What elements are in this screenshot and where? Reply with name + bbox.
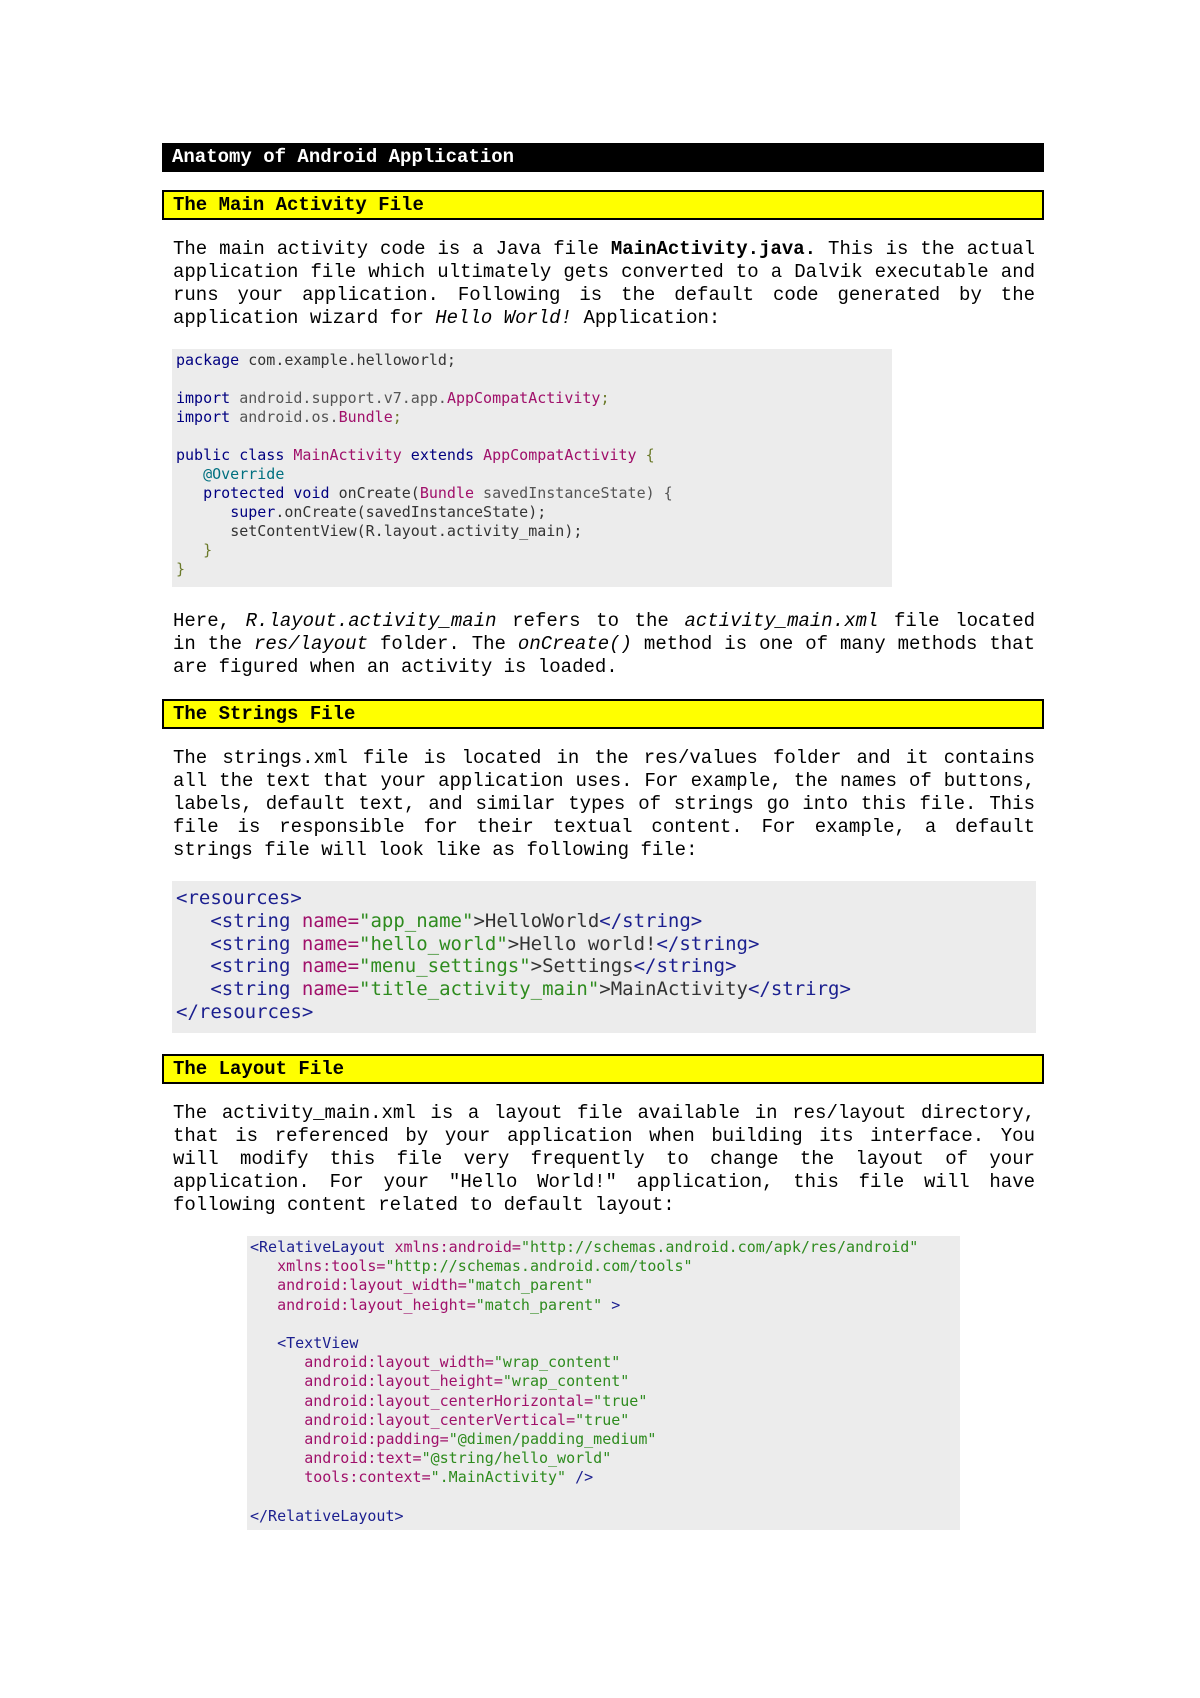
code-text: .onCreate(savedInstanceState); <box>275 503 547 521</box>
xml-text: >Hello world! <box>507 932 657 955</box>
layout-intro: The activity_main.xml is a layout file available in res/layout directory, that is referenced by your application when building its interface. You will modify this file very frequently to change the layout of your application. For your "Hello World!" application, this file will have following content related to default layout: <box>173 1102 1035 1216</box>
code-punct: } <box>176 560 186 578</box>
outro-code-ref: res/layout <box>253 633 368 655</box>
xml-tag: <string <box>210 932 302 955</box>
code-punct: } <box>203 541 213 559</box>
intro-text: This is the actual application file which ultimately gets converted to a Dalvik executable and runs your application. Following is the default code generated by the application wizard for <box>173 238 1035 329</box>
code-line <box>250 1392 960 1411</box>
document-page <box>162 143 1044 1530</box>
xml-attr: android:layout_centerHorizontal= <box>304 1391 594 1410</box>
xml-tag: /> <box>566 1468 594 1487</box>
xml-tag: <TextView <box>277 1333 359 1352</box>
code-line <box>250 1411 960 1430</box>
code-line <box>176 933 1036 956</box>
xml-attr: android:layout_width= <box>304 1353 494 1372</box>
code-text: com.example.helloworld; <box>239 351 456 369</box>
intro-text: Application: <box>572 307 721 329</box>
code-line <box>176 351 892 370</box>
intro-filename: MainActivity.java. <box>610 238 817 260</box>
code-line <box>250 1468 960 1487</box>
intro-app-name: Hello World! <box>435 307 573 329</box>
xml-attr: android:layout_height= <box>304 1372 503 1391</box>
xml-tag: <string <box>210 955 302 978</box>
xml-attr: android:text= <box>304 1449 422 1468</box>
xml-tag: <string <box>210 909 302 932</box>
xml-attr: tools:context= <box>304 1468 431 1487</box>
code-punct: ; <box>392 408 402 426</box>
xml-text: >Settings <box>530 955 634 978</box>
code-keyword: protected void <box>203 484 339 502</box>
layout-xml-code-block <box>247 1236 960 1530</box>
code-line <box>250 1296 960 1315</box>
code-line <box>250 1430 960 1449</box>
code-keyword: public class <box>176 446 294 464</box>
xml-text: >MainActivity <box>599 978 748 1001</box>
java-code-block <box>172 349 892 587</box>
xml-value: "@string/hello_world" <box>421 1449 612 1468</box>
code-line <box>250 1353 960 1372</box>
code-line <box>250 1238 960 1257</box>
xml-tag: </resources> <box>176 1000 314 1023</box>
xml-tag: </strirg> <box>747 978 851 1001</box>
section-heading-main-activity: The Main Activity File <box>162 190 1044 220</box>
code-line <box>176 887 1036 910</box>
code-line <box>176 522 892 541</box>
code-line <box>176 560 892 579</box>
strings-intro: The strings.xml file is located in the res/values folder and it contains all the text that your application uses. For example, the names of buttons, labels, default text, and similar types of strings go into this file. This file is responsible for their textual content. For example, a default strings file will look like as following file: <box>173 747 1035 861</box>
code-line <box>250 1449 960 1468</box>
code-text: savedInstanceState) { <box>474 484 673 502</box>
outro-code-ref: R.layout.activity_main <box>245 610 497 632</box>
xml-value: "http://schemas.android.com/apk/res/android" <box>520 1238 919 1256</box>
code-class: AppCompatActivity <box>483 446 637 464</box>
xml-value: ".MainActivity" <box>430 1468 567 1487</box>
xml-value: "@dimen/padding_medium" <box>448 1429 657 1448</box>
code-line-blank <box>250 1487 960 1506</box>
xml-value: "match_parent" <box>466 1276 594 1295</box>
xml-attr: name= <box>301 955 360 978</box>
code-punct: ; <box>600 389 610 407</box>
code-keyword: extends <box>401 446 484 464</box>
code-keyword: import <box>176 408 231 426</box>
xml-value: "wrap_content" <box>502 1372 630 1391</box>
xml-attr: name= <box>301 909 360 932</box>
section-heading-strings: The Strings File <box>162 699 1044 729</box>
code-line <box>176 1001 1036 1024</box>
xml-tag: > <box>602 1295 621 1314</box>
code-text: android.os. <box>230 408 339 426</box>
xml-attr: android:layout_height= <box>277 1295 476 1314</box>
code-line <box>176 465 892 484</box>
xml-attr: android:layout_centerVertical= <box>304 1410 576 1429</box>
outro-text: folder. The <box>367 633 518 655</box>
intro-text: The main activity code is a Java file <box>173 238 611 260</box>
xml-attr: xmlns:tools= <box>277 1257 386 1276</box>
outro-text: method is one of many methods that are figured when an activity is loaded. <box>173 633 1035 678</box>
outro-code-ref: activity_main.xml <box>684 610 879 632</box>
code-text: android.support.v7.app. <box>230 389 447 407</box>
xml-attr: name= <box>301 932 360 955</box>
code-keyword: import <box>176 389 231 407</box>
xml-attr: android:padding= <box>304 1429 449 1448</box>
code-class: AppCompatActivity <box>446 389 601 407</box>
code-method: onCreate( <box>338 484 420 502</box>
xml-attr: android:layout_width= <box>277 1276 467 1295</box>
document-title: Anatomy of Android Application <box>162 143 1044 172</box>
xml-value: "match_parent" <box>475 1295 603 1314</box>
code-class: MainActivity <box>293 446 402 464</box>
code-line <box>250 1334 960 1353</box>
code-annotation: @Override <box>203 465 285 483</box>
xml-value: "wrap_content" <box>493 1353 621 1372</box>
xml-value: "true" <box>593 1391 648 1410</box>
xml-value: "menu_settings" <box>359 955 531 978</box>
xml-tag: </RelativeLayout> <box>250 1506 404 1525</box>
code-line <box>176 910 1036 933</box>
xml-tag: <RelativeLayout <box>250 1238 395 1256</box>
main-activity-outro <box>173 610 1035 679</box>
code-line <box>176 484 892 503</box>
code-class: Bundle <box>419 484 475 502</box>
xml-tag: <resources> <box>176 887 302 909</box>
code-line <box>176 446 892 465</box>
code-keyword: super <box>230 503 276 521</box>
code-line <box>176 955 1036 978</box>
xml-value: "true" <box>575 1410 630 1429</box>
code-line <box>250 1257 960 1276</box>
code-line <box>176 389 892 408</box>
code-line <box>176 978 1036 1001</box>
code-line <box>250 1372 960 1391</box>
xml-value: "app_name" <box>359 909 474 932</box>
code-line <box>250 1276 960 1295</box>
code-text: setContentView(R.layout.activity_main); <box>230 522 583 540</box>
xml-value: "title_activity_main" <box>359 978 600 1001</box>
xml-tag: </string> <box>633 955 737 978</box>
code-punct: { <box>636 446 655 464</box>
code-line <box>176 408 892 427</box>
main-activity-intro <box>173 238 1035 330</box>
code-line-blank <box>250 1315 960 1334</box>
code-line-blank <box>176 370 892 389</box>
outro-text: refers to the <box>496 610 685 632</box>
code-keyword: package <box>176 351 240 369</box>
xml-attr: xmlns:android= <box>394 1238 521 1256</box>
code-line <box>250 1507 960 1526</box>
code-line <box>176 503 892 522</box>
xml-attr: name= <box>301 978 360 1001</box>
xml-tag: <string <box>210 978 302 1001</box>
outro-code-ref: onCreate() <box>517 633 632 655</box>
xml-text: >HelloWorld <box>473 909 600 932</box>
code-line <box>176 541 892 560</box>
code-line-blank <box>176 427 892 446</box>
xml-value: "hello_world" <box>359 932 508 955</box>
xml-tag: </string> <box>656 932 760 955</box>
outro-text: file located in the <box>173 610 1036 655</box>
strings-xml-code-block <box>172 881 1036 1033</box>
outro-text: Here, <box>173 610 246 632</box>
section-heading-layout: The Layout File <box>162 1054 1044 1084</box>
xml-value: "http://schemas.android.com/tools" <box>385 1257 693 1276</box>
xml-tag: </string> <box>599 909 703 932</box>
code-class: Bundle <box>338 408 393 426</box>
